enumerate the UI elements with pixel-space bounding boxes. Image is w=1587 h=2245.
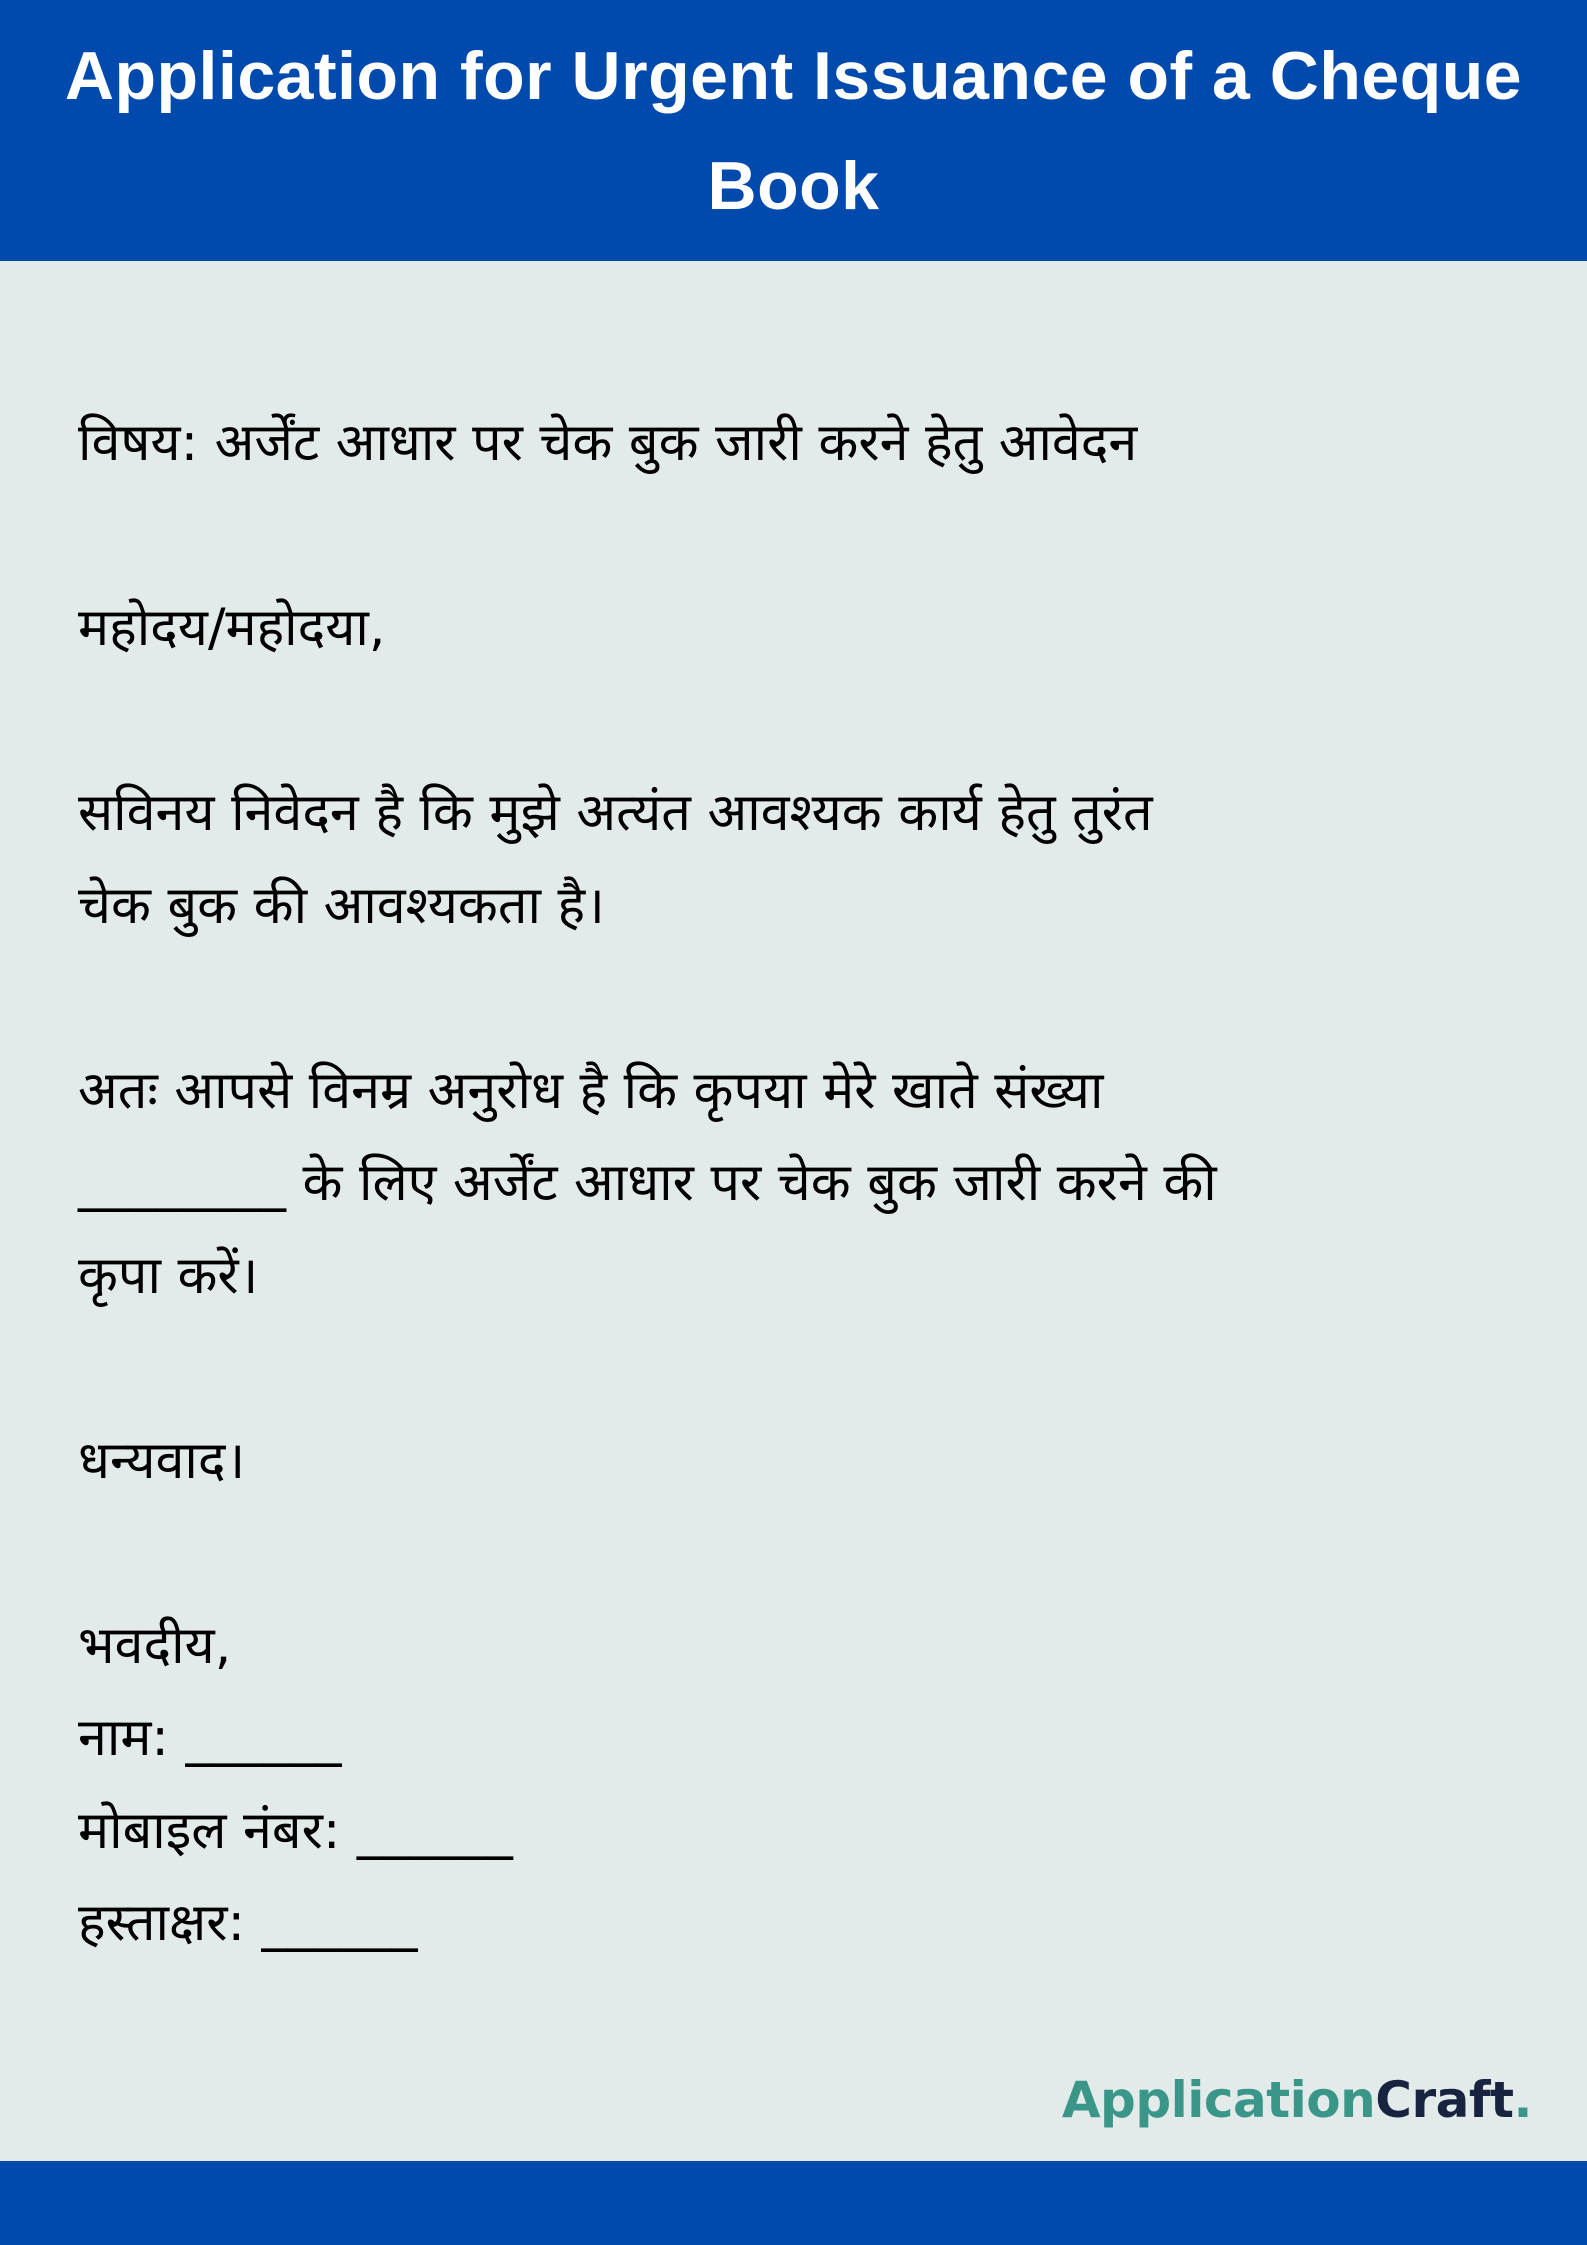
paragraph-request bbox=[78, 767, 1518, 952]
account-number-blank-line: ________ के लिए अर्जेंट आधार पर चेक बुक जारी करने की bbox=[78, 1153, 1217, 1213]
letter-body bbox=[78, 397, 1518, 1970]
spacer bbox=[78, 952, 1518, 1045]
footer-band bbox=[0, 2161, 1587, 2245]
mobile-number-field: मोबाइल नंबर: ______ bbox=[78, 1800, 513, 1861]
spacer bbox=[78, 675, 1518, 768]
logo-part-application: Application bbox=[1061, 2071, 1376, 2129]
paragraph-line: सविनय निवेदन है कि मुझे अत्यंत आवश्यक कार्य हेतु तुरंत bbox=[78, 783, 1153, 843]
header-banner bbox=[0, 0, 1587, 261]
applicationcraft-logo bbox=[1062, 2060, 1532, 2140]
spacer bbox=[78, 1322, 1518, 1415]
spacer bbox=[78, 490, 1518, 583]
thanks-line: धन्यवाद। bbox=[78, 1430, 246, 1491]
subject-line: विषय: अर्जेंट आधार पर चेक बुक जारी करने हेतु आवेदन bbox=[78, 413, 1138, 473]
logo-part-craft: Craft bbox=[1375, 2071, 1514, 2129]
signature-field: हस्ताक्षर: ______ bbox=[78, 1893, 418, 1953]
paragraph-account bbox=[78, 1045, 1518, 1323]
closing-line: भवदीय, bbox=[78, 1615, 232, 1676]
salutation: महोदय/महोदया, bbox=[78, 598, 386, 658]
spacer bbox=[78, 1507, 1518, 1600]
logo-dot: . bbox=[1513, 2071, 1532, 2129]
paragraph-line: चेक बुक की आवश्यकता है। bbox=[78, 875, 605, 936]
paragraph-line: अतः आपसे विनम्र अनुरोध है कि कृपया मेरे खाते संख्या bbox=[78, 1060, 1104, 1121]
page-title: Application for Urgent Issuance of a Cheque Book bbox=[64, 37, 1523, 224]
name-field: नाम: ______ bbox=[78, 1708, 342, 1768]
paragraph-line: कृपा करें। bbox=[78, 1245, 259, 1306]
